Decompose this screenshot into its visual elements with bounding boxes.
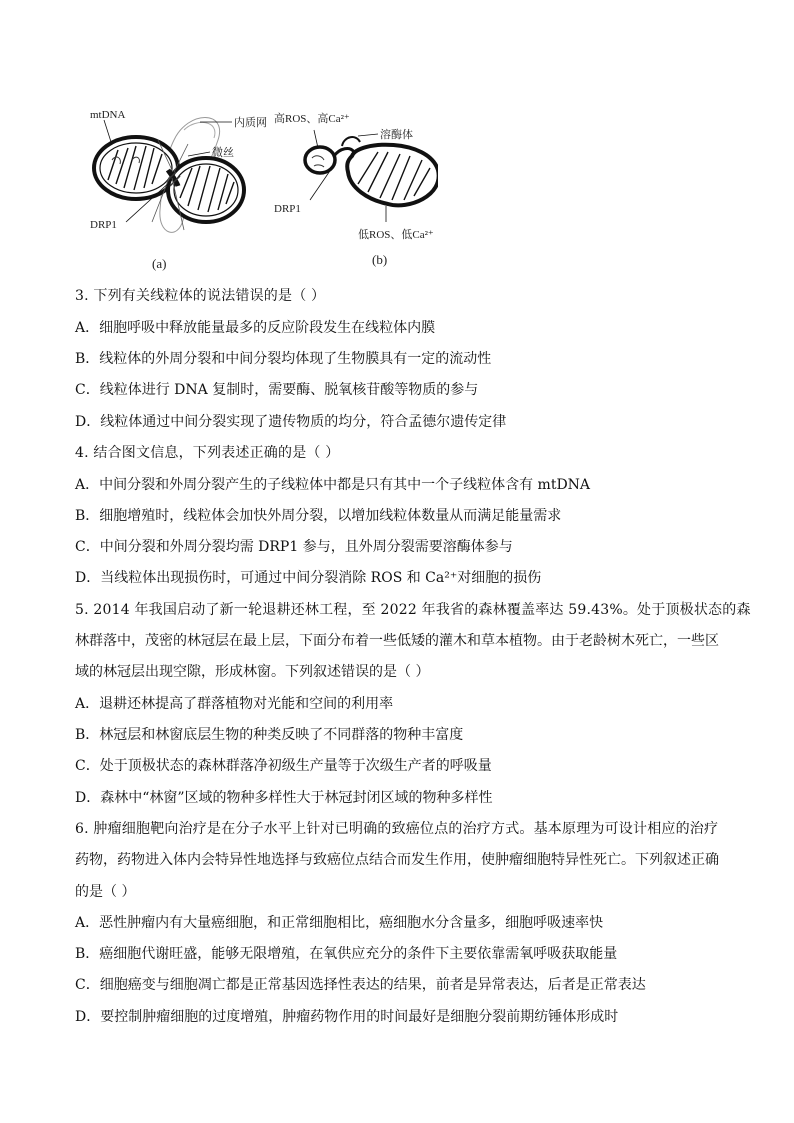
question-5-option-b: B．林冠层和林窗底层生物的种类反映了不同群落的物种丰富度 <box>75 727 464 743</box>
question-5-option-c: C．处于顶极状态的森林群落净初级生产量等于次级生产者的呼吸量 <box>75 758 492 774</box>
label-high-ros: 高ROS、高Ca²⁺ <box>274 113 350 125</box>
caption-b: (b) <box>372 252 388 267</box>
label-drp1-a: DRP1 <box>90 219 117 231</box>
mitochondrion-large <box>347 145 438 206</box>
question-6-option-d: D．要控制肿瘤细胞的过度增殖，肿瘤药物作用的时间最好是细胞分裂前期纺锤体形成时 <box>75 1009 619 1025</box>
mitochondrion-right <box>168 158 244 222</box>
question-6-option-a: A．恶性肿瘤内有大量癌细胞，和正常细胞相比，癌细胞水分含量多，细胞呼吸速率快 <box>75 915 604 931</box>
caption-a: (a) <box>152 256 167 271</box>
question-5-stem-line-1: 5. 2014 年我国启动了新一轮退耕还林工程，至 2022 年我省的森林覆盖率达 59.43%。处于顶极状态的森 <box>75 602 751 618</box>
question-3-option-d: D．线粒体通过中间分裂实现了遗传物质的均分，符合孟德尔遗传定律 <box>75 414 507 430</box>
question-6-option-b: B．癌细胞代谢旺盛，能够无限增殖，在氧供应充分的条件下主要依靠需氧呼吸获取能量 <box>75 946 618 962</box>
label-low-ros: 低ROS、低Ca²⁺ <box>358 229 434 241</box>
question-4-option-d: D．当线粒体出现损伤时，可通过中间分裂消除 ROS 和 Ca²⁺对细胞的损伤 <box>75 570 542 586</box>
mitochondria-diagram <box>88 100 438 272</box>
question-6-option-c: C．细胞癌变与细胞凋亡都是正常基因选择性表达的结果，前者是异常表达，后者是正常表达 <box>75 977 646 993</box>
label-mtdna: mtDNA <box>90 109 126 121</box>
question-6-stem-line-2: 药物，药物进入体内会特异性地选择与致癌位点结合而发生作用，使肿瘤细胞特异性死亡。下列叙述正确 <box>75 852 719 868</box>
question-3-option-a: A．细胞呼吸中释放能量最多的反应阶段发生在线粒体内膜 <box>75 320 436 336</box>
question-6-stem-line-3: 的是（ ） <box>75 884 136 900</box>
mitochondria-figure <box>88 100 438 272</box>
question-3-stem: 3. 下列有关线粒体的说法错误的是（ ） <box>75 288 326 304</box>
question-3-option-c: C．线粒体进行 DNA 复制时，需要酶、脱氧核苷酸等物质的参与 <box>75 382 479 398</box>
label-filament: 微丝 <box>212 147 234 159</box>
question-4-option-a: A．中间分裂和外周分裂产生的子线粒体中都是只有其中一个子线粒体含有 mtDNA <box>75 477 591 493</box>
question-4-option-c: C．中间分裂和外周分裂均需 DRP1 参与，且外周分裂需要溶酶体参与 <box>75 539 513 555</box>
mitochondrion-left <box>94 137 178 199</box>
question-5-option-d: D．森林中“林窗”区域的物种多样性大于林冠封闭区域的物种多样性 <box>75 790 493 806</box>
label-lysosome: 溶酶体 <box>380 129 413 141</box>
question-5-stem-line-2: 林群落中，茂密的林冠层在最上层，下面分布着一些低矮的灌木和草本植物。由于老龄树木死亡，一些区 <box>75 633 719 649</box>
label-drp1-b: DRP1 <box>274 203 301 215</box>
question-3-option-b: B．线粒体的外周分裂和中间分裂均体现了生物膜具有一定的流动性 <box>75 351 492 367</box>
question-5-stem-line-3: 域的林冠层出现空隙，形成林窗。下列叙述错误的是（ ） <box>75 664 430 680</box>
question-4-option-b: B．细胞增殖时，线粒体会加快外周分裂，以增加线粒体数量从而满足能量需求 <box>75 508 562 524</box>
mitochondrion-bud <box>305 147 335 173</box>
label-er: 内质网 <box>234 117 267 129</box>
question-5-option-a: A．退耕还林提高了群落植物对光能和空间的利用率 <box>75 696 394 712</box>
question-6-stem-line-1: 6. 肿瘤细胞靶向治疗是在分子水平上针对已明确的致癌位点的治疗方式。基本原理为可设计相应的治疗 <box>75 821 719 837</box>
question-4-stem: 4. 结合图文信息，下列表述正确的是（ ） <box>75 445 340 461</box>
